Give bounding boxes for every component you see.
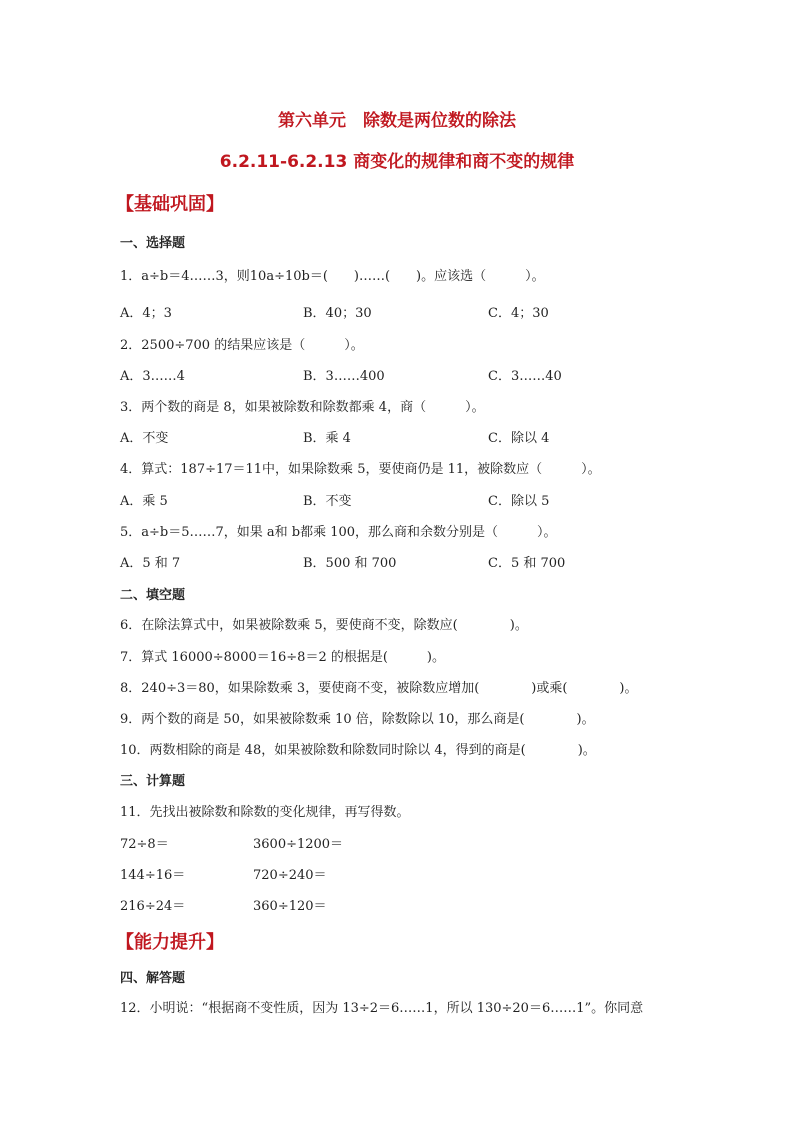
option-3c: C．除以 4 xyxy=(488,431,550,446)
question-type-fill: 二、填空题 xyxy=(120,588,186,603)
calc-item: 144÷16＝ xyxy=(120,868,186,883)
question-type-solve: 四、解答题 xyxy=(120,971,186,986)
calc-item: 360÷120＝ xyxy=(253,899,327,914)
section-basic: 【基础巩固】 xyxy=(116,194,224,215)
option-5a: A．5 和 7 xyxy=(120,556,181,571)
option-1c: C．4；30 xyxy=(488,306,549,321)
question-5: 5．a÷b＝5……7，如果 a和 b都乘 100，那么商和余数分别是（ ）。 xyxy=(120,525,557,540)
section-advanced: 【能力提升】 xyxy=(116,932,224,953)
unit-title: 第六单元 除数是两位数的除法 xyxy=(278,111,516,131)
option-1b: B．40；30 xyxy=(303,306,372,321)
calc-item: 720÷240＝ xyxy=(253,868,327,883)
option-4a: A．乘 5 xyxy=(120,494,168,509)
option-1a: A．4；3 xyxy=(120,306,172,321)
question-7: 7．算式 16000÷8000＝16÷8＝2 的根据是( )。 xyxy=(120,650,445,665)
option-5b: B．500 和 700 xyxy=(303,556,397,571)
option-3b: B．乘 4 xyxy=(303,431,351,446)
question-2: 2．2500÷700 的结果应该是（ ）。 xyxy=(120,338,364,353)
question-8: 8．240÷3＝80，如果除数乘 3，要使商不变，被除数应增加( )或乘( )。 xyxy=(120,681,638,696)
question-1: 1．a÷b＝4……3，则10a÷10b＝( )……( )。应该选（ ）。 xyxy=(120,269,545,284)
question-6: 6．在除法算式中，如果被除数乘 5，要使商不变，除数应( )。 xyxy=(120,618,528,633)
question-11: 11．先找出被除数和除数的变化规律，再写得数。 xyxy=(120,805,410,820)
lesson-title: 6.2.11-6.2.13 商变化的规律和商不变的规律 xyxy=(219,152,575,172)
option-2c: C．3……40 xyxy=(488,369,562,384)
option-5c: C．5 和 700 xyxy=(488,556,566,571)
question-9: 9．两个数的商是 50，如果被除数乘 10 倍，除数除以 10，那么商是( )。 xyxy=(120,712,595,727)
question-12: 12．小明说：“根据商不变性质，因为 13÷2＝6……1，所以 130÷20＝6……1”。你同意 xyxy=(120,1001,644,1016)
question-type-calc: 三、计算题 xyxy=(120,774,186,789)
option-3a: A．不变 xyxy=(120,431,169,446)
question-type-choice: 一、选择题 xyxy=(120,236,186,251)
option-4c: C．除以 5 xyxy=(488,494,550,509)
option-2b: B．3……400 xyxy=(303,369,385,384)
option-4b: B．不变 xyxy=(303,494,352,509)
calc-item: 72÷8＝ xyxy=(120,837,169,852)
question-4: 4．算式：187÷17＝11中，如果除数乘 5，要使商仍是 11，被除数应（ ）。 xyxy=(120,462,601,477)
calc-item: 3600÷1200＝ xyxy=(253,837,344,852)
question-10: 10．两数相除的商是 48，如果被除数和除数同时除以 4，得到的商是( )。 xyxy=(120,743,596,758)
option-2a: A．3……4 xyxy=(120,369,185,384)
question-3: 3．两个数的商是 8，如果被除数和除数都乘 4，商（ ）。 xyxy=(120,400,485,415)
calc-item: 216÷24＝ xyxy=(120,899,186,914)
